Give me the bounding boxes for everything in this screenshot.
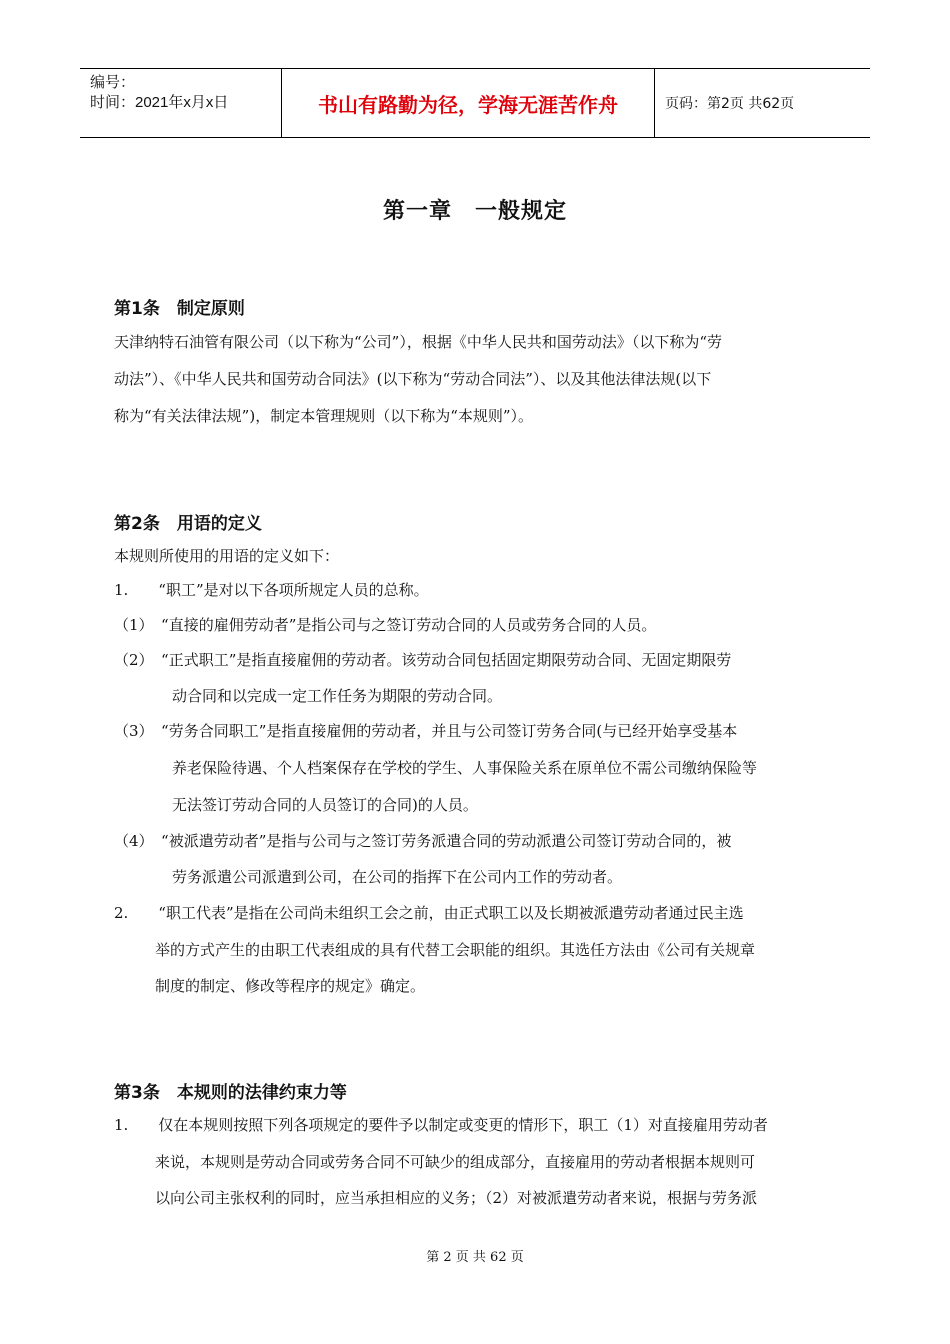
section-1-heading: 第1条 制定原则 <box>114 299 245 319</box>
header-number: 编号： <box>90 74 136 91</box>
document-header <box>80 68 870 138</box>
header-time: 时间：2021年x月x日 <box>90 94 229 111</box>
list-item-2: 2. “职工代表”是指在公司尚未组织工会之前，由正式职工以及长期被派遣劳动者通过民主选 <box>114 904 744 922</box>
section-3-heading: 第3条 本规则的法律约束力等 <box>114 1083 347 1103</box>
list-item-1: 1. 仅在本规则按照下列各项规定的要件予以制定或变更的情形下，职工（1）对直接雇用劳动者 <box>114 1116 768 1134</box>
list-subitem-4: （4） “被派遣劳动者”是指与公司与之签订劳务派遣合同的劳动派遣公司签订劳动合同的，被 <box>114 832 732 850</box>
header-page-info: 页码：第2页 共62页 <box>665 96 795 112</box>
list-item-1: 1. “职工”是对以下各项所规定人员的总称。 <box>114 581 429 599</box>
list-subitem-2-cont: 动合同和以完成一定工作任务为期限的劳动合同。 <box>172 687 503 705</box>
list-subitem-3-cont: 养老保险待遇、个人档案保存在学校的学生、人事保险关系在原单位不需公司缴纳保险等 <box>172 759 758 777</box>
list-item-1-cont: 以向公司主张权利的同时，应当承担相应的义务；（2）对被派遣劳动者来说，根据与劳务派 <box>155 1189 758 1207</box>
list-subitem-2: （2） “正式职工”是指直接雇佣的劳动者。该劳动合同包括固定期限劳动合同、无固定期限劳 <box>114 651 732 669</box>
header-left-cell <box>80 69 282 137</box>
list-subitem-3-cont: 无法签订劳动合同的人员签订的合同)的人员。 <box>172 796 478 814</box>
page-footer: 第 2 页 共 62 页 <box>426 1250 524 1265</box>
paragraph-line: 天津纳特石油管有限公司（以下称为“公司”），根据《中华人民共和国劳动法》（以下称为“劳 <box>114 333 723 351</box>
list-item-2-cont: 举的方式产生的由职工代表组成的具有代替工会职能的组织。其选任方法由《公司有关规章 <box>155 941 756 959</box>
paragraph-line: 本规则所使用的用语的定义如下： <box>114 547 340 565</box>
list-subitem-4-cont: 劳务派遣公司派遣到公司，在公司的指挥下在公司内工作的劳动者。 <box>172 868 623 886</box>
list-subitem-3: （3） “劳务合同职工”是指直接雇佣的劳动者，并且与公司签订劳务合同(与已经开始享受基本 <box>114 722 738 740</box>
list-subitem-1: （1） “直接的雇佣劳动者”是指公司与之签订劳动合同的人员或劳务合同的人员。 <box>114 616 657 634</box>
list-item-1-cont: 来说，本规则是劳动合同或劳务合同不可缺少的组成部分，直接雇用的劳动者根据本规则可 <box>155 1153 756 1171</box>
section-2-heading: 第2条 用语的定义 <box>114 514 262 534</box>
paragraph-line: 称为“有关法律法规”)，制定本管理规则（以下称为“本规则”）。 <box>114 407 534 425</box>
header-motto: 书山有路勤为径，学海无涯苦作舟 <box>282 69 655 137</box>
chapter-title: 第一章 一般规定 <box>382 199 567 224</box>
paragraph-line: 动法”）、《中华人民共和国劳动合同法》(以下称为“劳动合同法”）、以及其他法律法规(以下 <box>114 370 712 388</box>
list-item-2-cont: 制度的制定、修改等程序的规定》确定。 <box>155 977 426 995</box>
